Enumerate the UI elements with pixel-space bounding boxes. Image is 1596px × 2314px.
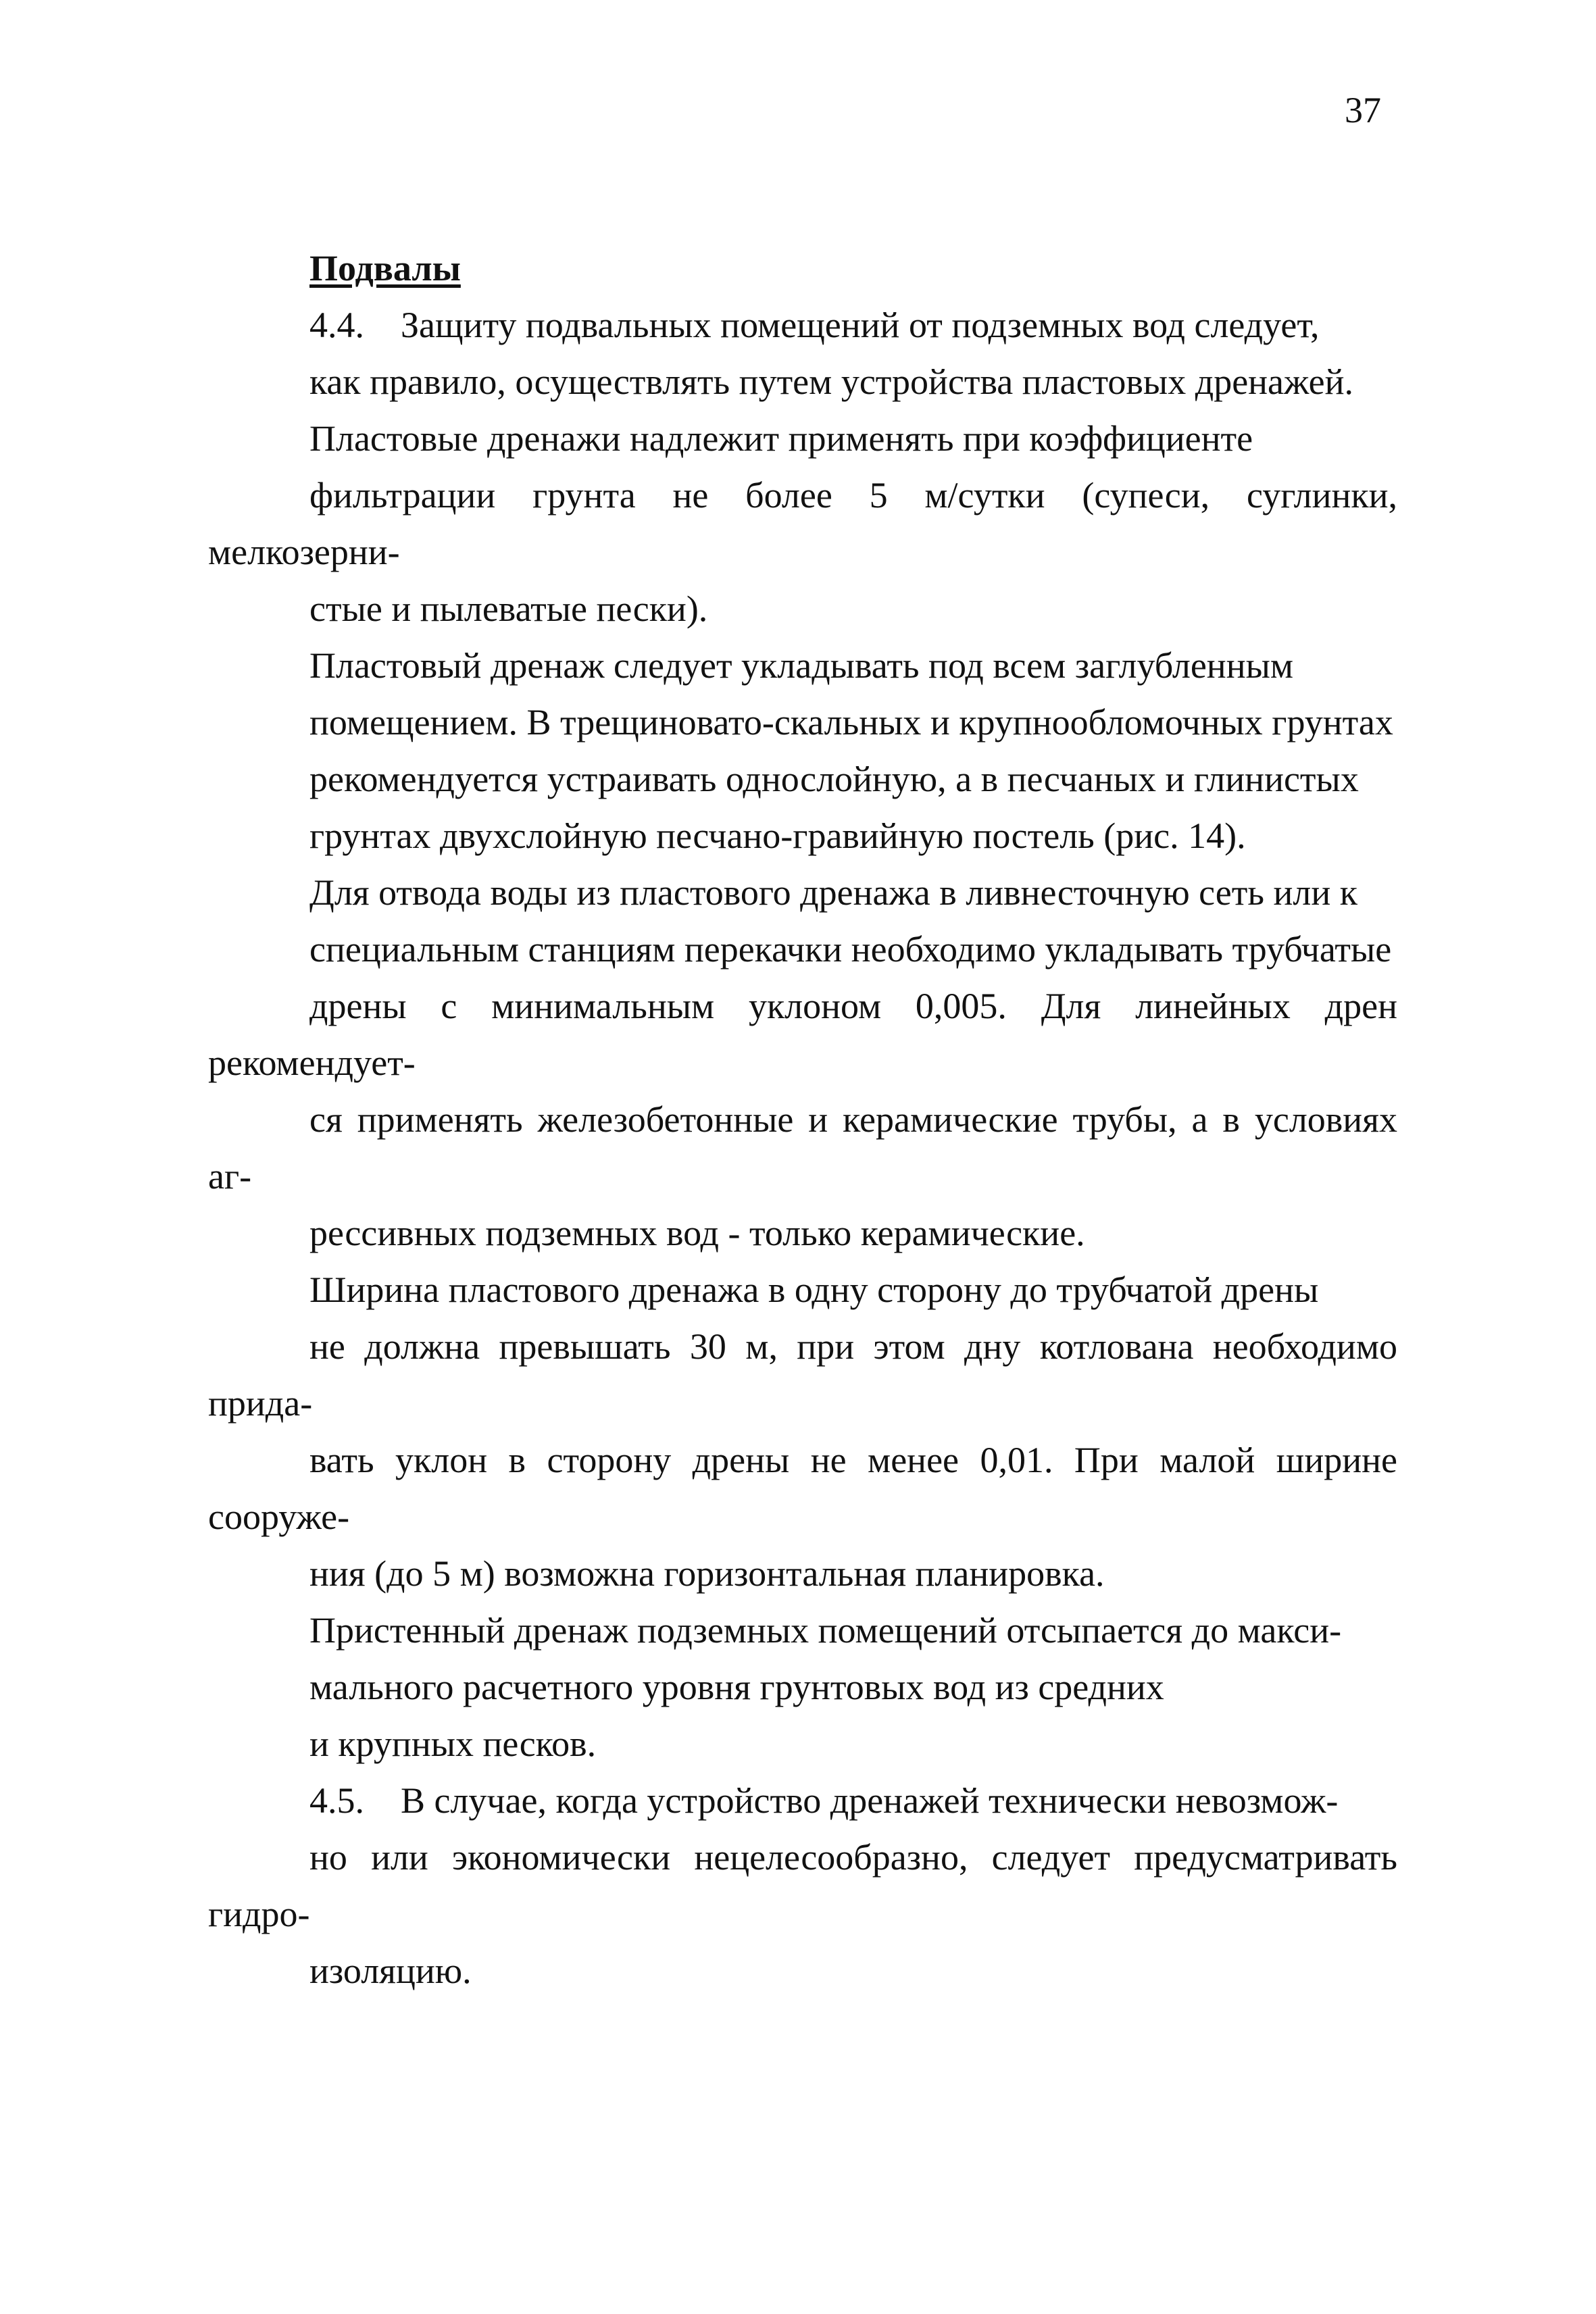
paragraph-otvod-vody [208, 864, 1397, 1261]
paragraph-line: грунтах двухслойную песчано-гравийную постель (рис. 14). [309, 815, 1246, 856]
paragraph-line: Для отвода воды из пластового дренажа в ливнесточную сеть или к [309, 872, 1357, 913]
paragraph-line: рессивных подземных вод - только керамические. [309, 1213, 1085, 1253]
paragraph-plastovye [208, 410, 1397, 637]
section-title: Подвалы [309, 248, 461, 288]
paragraph-line: не должна превышать 30 м, при этом дну котлована необходимо прида- [208, 1326, 1397, 1424]
paragraph-line: фильтрации грунта не более 5 м/сутки (супеси, суглинки, мелкозерни- [208, 475, 1397, 572]
paragraph-line: изоляцию. [309, 1951, 472, 1991]
paragraph-pristennyi [208, 1602, 1397, 1772]
paragraph-line: Пристенный дренаж подземных помещений отсыпается до макси- [309, 1610, 1342, 1651]
document-body [208, 240, 1397, 1999]
paragraph-line: вать уклон в сторону дрены не менее 0,01. При малой ширине сооруже- [208, 1440, 1397, 1537]
paragraph-line: ся применять железобетонные и керамические трубы, а в условиях аг- [208, 1099, 1397, 1197]
paragraph-line: и крупных песков. [309, 1724, 597, 1764]
paragraph-line: Ширина пластового дренажа в одну сторону до трубчатой дрены [309, 1269, 1319, 1310]
clause-number: 4.4. [309, 305, 364, 345]
paragraph-line: стые и пылеватые пески). [309, 588, 708, 629]
paragraph-line: Защиту подвальных помещений от подземных вод следует, [401, 305, 1320, 345]
page-number: 37 [1345, 90, 1381, 130]
paragraph-line: Пластовые дренажи надлежит применять при коэффициенте [309, 418, 1253, 459]
paragraph-4-5 [208, 1772, 1397, 1999]
paragraph-line: ния (до 5 м) возможна горизонтальная планировка. [309, 1553, 1105, 1594]
paragraph-plastovyi-drenazh [208, 637, 1397, 864]
paragraph-line: мального расчетного уровня грунтовых вод из средних [309, 1667, 1164, 1707]
clause-number: 4.5. [309, 1780, 364, 1821]
paragraph-line: специальным станциям перекачки необходимо укладывать трубчатые [309, 929, 1392, 970]
paragraph-line: дрены с минимальным уклоном 0,005. Для линейных дрен рекомендует- [208, 986, 1397, 1083]
paragraph-line: как правило, осуществлять путем устройства пластовых дренажей. [309, 361, 1353, 402]
paragraph-line: рекомендуется устраивать однослойную, а в песчаных и глинистых [309, 759, 1359, 799]
paragraph-line: но или экономически нецелесообразно, следует предусматривать гидро- [208, 1837, 1397, 1934]
paragraph-shirina [208, 1261, 1397, 1602]
paragraph-line: помещением. В трещиновато-скальных и крупнообломочных грунтах [309, 702, 1393, 743]
paragraph-4-4 [208, 297, 1397, 410]
paragraph-line: В случае, когда устройство дренажей технически невозмож- [401, 1780, 1339, 1821]
paragraph-line: Пластовый дренаж следует укладывать под всем заглубленным [309, 645, 1294, 686]
